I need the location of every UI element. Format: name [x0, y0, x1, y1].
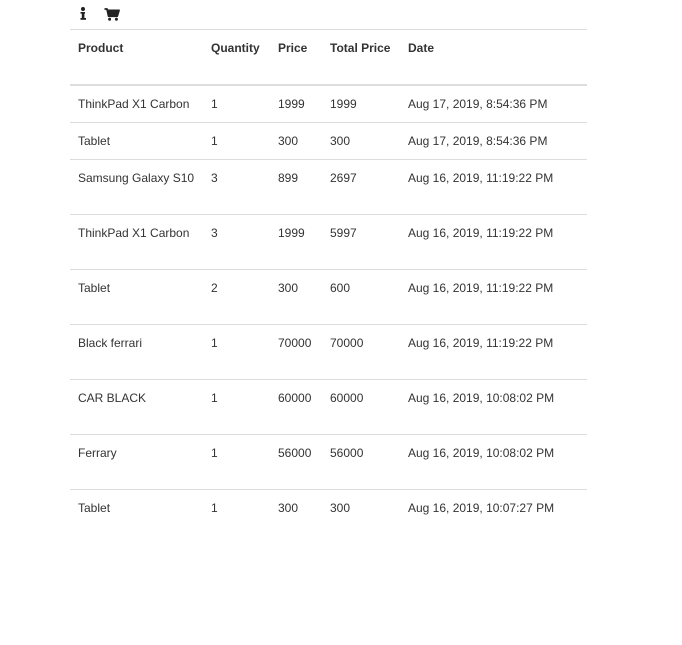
quantity-cell: 1: [211, 97, 218, 111]
table-header-row: [70, 30, 587, 86]
quantity-cell: 1: [203, 123, 270, 160]
quantity-cell: 1: [203, 435, 270, 490]
price-cell: 1999: [278, 97, 305, 111]
total-price-cell: 70000: [322, 325, 400, 380]
date-cell: Aug 16, 2019, 11:19:22 PM: [400, 215, 587, 270]
info-icon[interactable]: [78, 6, 94, 22]
price-cell: 70000: [270, 325, 322, 380]
column-header-total-price: Total Price: [322, 30, 400, 86]
table-row: [70, 380, 587, 435]
orders-table: [70, 29, 587, 544]
table-row: [70, 435, 587, 490]
quantity-cell: 3: [203, 215, 270, 270]
column-header-product: Product: [70, 30, 203, 86]
shopping-cart-icon[interactable]: [104, 6, 120, 22]
product-cell: ThinkPad X1 Carbon: [78, 97, 190, 111]
price-cell: 300: [270, 270, 322, 325]
quantity-cell: 1: [203, 325, 270, 380]
column-header-date: Date: [400, 30, 587, 86]
date-cell: Aug 17, 2019, 8:54:36 PM: [400, 123, 587, 160]
product-cell: Ferrary: [70, 435, 203, 490]
quantity-cell: 3: [203, 160, 270, 215]
date-cell: Aug 16, 2019, 11:19:22 PM: [400, 160, 587, 215]
column-header-quantity: Quantity: [203, 30, 270, 86]
total-price-cell: 2697: [322, 160, 400, 215]
date-cell: Aug 17, 2019, 8:54:36 PM: [408, 97, 548, 111]
total-price-cell: 600: [322, 270, 400, 325]
product-cell: Black ferrari: [70, 325, 203, 380]
date-cell: Aug 16, 2019, 10:08:02 PM: [400, 380, 587, 435]
price-cell: 300: [270, 123, 322, 160]
price-cell: 56000: [270, 435, 322, 490]
total-price-cell: 60000: [322, 380, 400, 435]
quantity-cell: 2: [203, 270, 270, 325]
date-cell: Aug 16, 2019, 10:08:02 PM: [400, 435, 587, 490]
total-price-cell: 300: [322, 490, 400, 545]
date-cell: Aug 16, 2019, 11:19:22 PM: [400, 325, 587, 380]
total-price-cell: 5997: [322, 215, 400, 270]
table-row: [70, 490, 587, 545]
total-price-cell: 300: [322, 123, 400, 160]
price-cell: 300: [270, 490, 322, 545]
quantity-cell: 1: [203, 380, 270, 435]
product-cell: Tablet: [70, 270, 203, 325]
column-header-price: Price: [270, 30, 322, 86]
price-cell: 1999: [270, 215, 322, 270]
table-row: [70, 215, 587, 270]
product-cell: CAR BLACK: [70, 380, 203, 435]
table-row: [70, 325, 587, 380]
toolbar: [70, 0, 587, 29]
price-cell: 60000: [270, 380, 322, 435]
orders-panel: [70, 0, 587, 544]
date-cell: Aug 16, 2019, 10:07:27 PM: [400, 490, 587, 545]
date-cell: Aug 16, 2019, 11:19:22 PM: [400, 270, 587, 325]
price-cell: 899: [270, 160, 322, 215]
table-row: [70, 85, 587, 123]
total-price-cell: 56000: [322, 435, 400, 490]
total-price-cell: 1999: [330, 97, 357, 111]
product-cell: Tablet: [70, 490, 203, 545]
table-row: [70, 123, 587, 160]
product-cell: Samsung Galaxy S10: [70, 160, 203, 215]
table-row: [70, 160, 587, 215]
product-cell: Tablet: [70, 123, 203, 160]
quantity-cell: 1: [203, 490, 270, 545]
table-row: [70, 270, 587, 325]
product-cell: ThinkPad X1 Carbon: [70, 215, 203, 270]
